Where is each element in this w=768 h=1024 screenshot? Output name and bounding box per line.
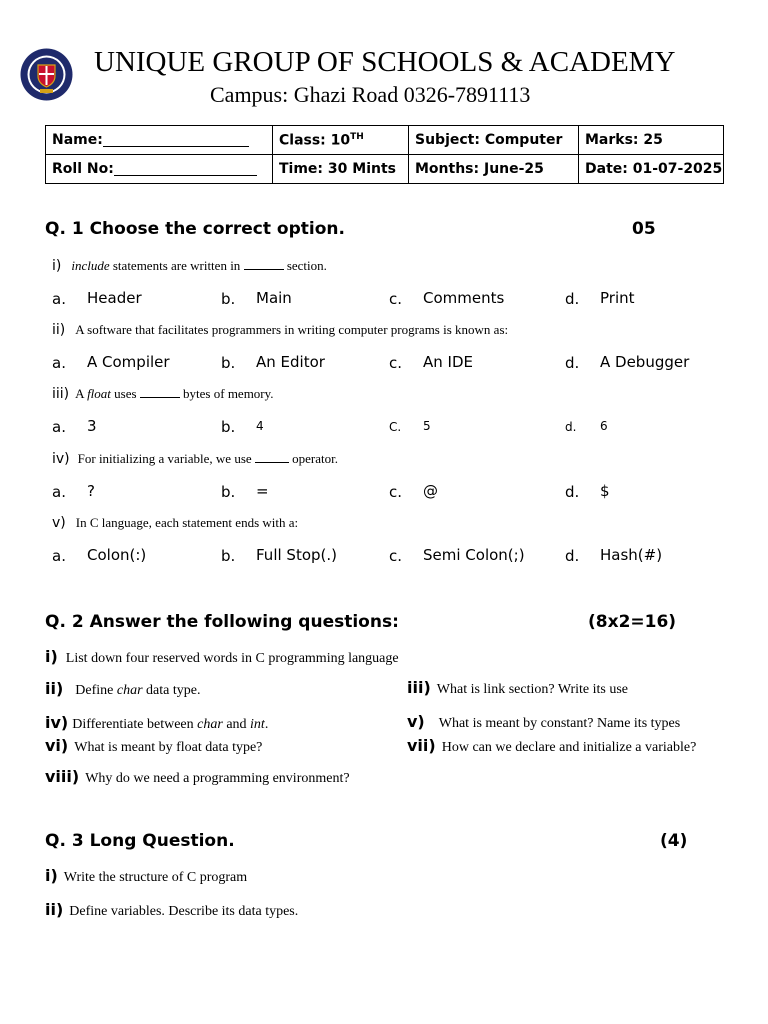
mcq-question xyxy=(52,386,274,402)
question-number: v) xyxy=(407,712,425,731)
roll-blank[interactable] xyxy=(114,161,257,176)
question-text: What is meant by float data type? xyxy=(74,740,263,755)
question-number: i) xyxy=(45,647,58,666)
q2-marks: (8x2=16) xyxy=(588,612,677,632)
option-a[interactable]: Header xyxy=(87,289,142,307)
subject-cell: Subject: Computer xyxy=(409,126,579,155)
q3-title: Q. 3 Long Question. xyxy=(45,831,235,851)
question-number: i) xyxy=(45,866,58,885)
option-label: a. xyxy=(52,418,66,436)
option-d[interactable]: Hash(#) xyxy=(600,546,663,564)
option-b[interactable]: 4 xyxy=(256,419,264,433)
question-text: List down four reserved words in C programming language xyxy=(65,651,399,666)
question-number: viii) xyxy=(45,767,80,786)
question-number: vii) xyxy=(407,736,436,755)
question-text: Define xyxy=(75,683,117,698)
option-label: C. xyxy=(389,420,402,434)
short-question xyxy=(407,712,680,732)
option-label: d. xyxy=(565,547,580,565)
option-a[interactable]: Colon(:) xyxy=(87,546,147,564)
time-cell: Time: 30 Mints xyxy=(273,155,409,184)
option-c[interactable]: @ xyxy=(423,482,438,500)
question-text: A xyxy=(75,386,88,401)
short-question xyxy=(45,713,268,733)
fill-blank xyxy=(140,386,180,398)
short-question xyxy=(45,736,262,756)
question-number: ii) xyxy=(45,900,64,919)
question-text-end: bytes of memory. xyxy=(179,386,274,401)
question-number: ii) xyxy=(52,322,66,338)
question-emphasis: include xyxy=(71,258,110,273)
option-label: b. xyxy=(221,418,236,436)
option-d[interactable]: 6 xyxy=(600,419,608,433)
option-label: c. xyxy=(389,354,403,372)
q2-title: Q. 2 Answer the following questions: xyxy=(45,612,399,632)
mcq-question xyxy=(52,322,508,338)
class-label: Class: 10 xyxy=(279,132,351,149)
option-d[interactable]: A Debugger xyxy=(600,353,690,371)
option-label: c. xyxy=(389,290,403,308)
option-c[interactable]: Semi Colon(;) xyxy=(423,546,525,564)
q1-title: Q. 1 Choose the correct option. xyxy=(45,219,345,239)
question-text-end: section. xyxy=(283,258,327,273)
option-a[interactable]: A Compiler xyxy=(87,353,170,371)
question-number: iii) xyxy=(52,386,70,402)
option-label: b. xyxy=(221,483,236,501)
option-label: b. xyxy=(221,354,236,372)
fill-blank xyxy=(255,451,289,463)
q1-marks: 05 xyxy=(632,219,656,239)
option-b[interactable]: = xyxy=(256,482,269,500)
option-c[interactable]: An IDE xyxy=(423,353,473,371)
question-text: Write the structure of C program xyxy=(63,870,248,885)
question-text: statements are written in xyxy=(109,258,241,273)
option-label: c. xyxy=(389,547,403,565)
class-cell xyxy=(273,126,409,155)
long-question xyxy=(45,866,247,886)
school-crest-logo xyxy=(20,48,73,101)
question-text: For initializing a variable, we use xyxy=(77,451,252,466)
q3-marks: (4) xyxy=(660,831,688,851)
mcq-question xyxy=(52,258,327,274)
class-superscript: TH xyxy=(350,131,364,142)
option-b[interactable]: Full Stop(.) xyxy=(256,546,337,564)
school-name: UNIQUE GROUP OF SCHOOLS & ACADEMY xyxy=(94,46,676,78)
fill-blank xyxy=(244,258,284,270)
option-label: d. xyxy=(565,290,580,308)
short-question xyxy=(45,647,399,667)
mcq-question xyxy=(52,515,298,531)
option-d[interactable]: Print xyxy=(600,289,635,307)
option-c[interactable]: 5 xyxy=(423,419,431,433)
question-emphasis: float xyxy=(87,386,111,401)
short-question xyxy=(45,767,350,787)
question-number: vi) xyxy=(45,736,69,755)
question-number: ii) xyxy=(45,679,64,698)
short-question xyxy=(45,679,200,699)
mcq-question xyxy=(52,451,338,467)
short-question xyxy=(407,678,628,698)
option-a[interactable]: 3 xyxy=(87,417,97,435)
option-a[interactable]: ? xyxy=(87,482,95,500)
name-label: Name: xyxy=(52,132,103,148)
option-label: a. xyxy=(52,483,66,501)
question-text: Define variables. Describe its data types. xyxy=(69,904,299,919)
student-info-table xyxy=(45,125,724,184)
short-question xyxy=(407,736,696,756)
roll-label: Roll No: xyxy=(52,161,114,177)
option-label: c. xyxy=(389,483,403,501)
question-text: and xyxy=(222,717,251,732)
question-text: Why do we need a programming environment? xyxy=(85,771,350,786)
question-text: . xyxy=(264,717,269,732)
question-emphasis: char xyxy=(197,717,223,732)
date-cell: Date: 01-07-2025 xyxy=(579,155,724,184)
option-label: d. xyxy=(565,420,577,434)
marks-cell: Marks: 25 xyxy=(579,126,724,155)
question-text: uses xyxy=(110,386,137,401)
question-number: i) xyxy=(52,258,62,274)
question-number: iii) xyxy=(407,678,431,697)
question-text: Differentiate between xyxy=(72,717,198,732)
question-text: A software that facilitates programmers in writing computer programs is known as: xyxy=(75,322,509,337)
question-number: iv) xyxy=(45,713,69,732)
question-number: iv) xyxy=(52,451,70,467)
option-label: b. xyxy=(221,290,236,308)
option-b[interactable]: An Editor xyxy=(256,353,325,371)
campus-info: Campus: Ghazi Road 0326-7891113 xyxy=(210,82,531,107)
question-text: In C language, each statement ends with a: xyxy=(75,515,299,530)
question-text: What is link section? Write its use xyxy=(436,682,629,697)
months-cell: Months: June-25 xyxy=(409,155,579,184)
question-text: What is meant by constant? Name its types xyxy=(438,716,681,731)
option-b[interactable]: Main xyxy=(256,289,292,307)
question-emphasis: char xyxy=(116,683,143,698)
option-label: d. xyxy=(565,483,580,501)
question-text: How can we declare and initialize a variable? xyxy=(441,740,697,755)
option-d[interactable]: $ xyxy=(600,482,610,500)
option-label: a. xyxy=(52,547,66,565)
option-c[interactable]: Comments xyxy=(423,289,505,307)
name-cell xyxy=(46,126,273,155)
question-text: data type. xyxy=(142,683,201,698)
roll-cell xyxy=(46,155,273,184)
question-emphasis: int xyxy=(250,717,265,732)
long-question xyxy=(45,900,298,920)
option-label: a. xyxy=(52,354,66,372)
question-number: v) xyxy=(52,515,66,531)
option-label: d. xyxy=(565,354,580,372)
option-label: b. xyxy=(221,547,236,565)
option-label: a. xyxy=(52,290,66,308)
name-blank[interactable] xyxy=(103,132,249,147)
question-text-end: operator. xyxy=(288,451,338,466)
